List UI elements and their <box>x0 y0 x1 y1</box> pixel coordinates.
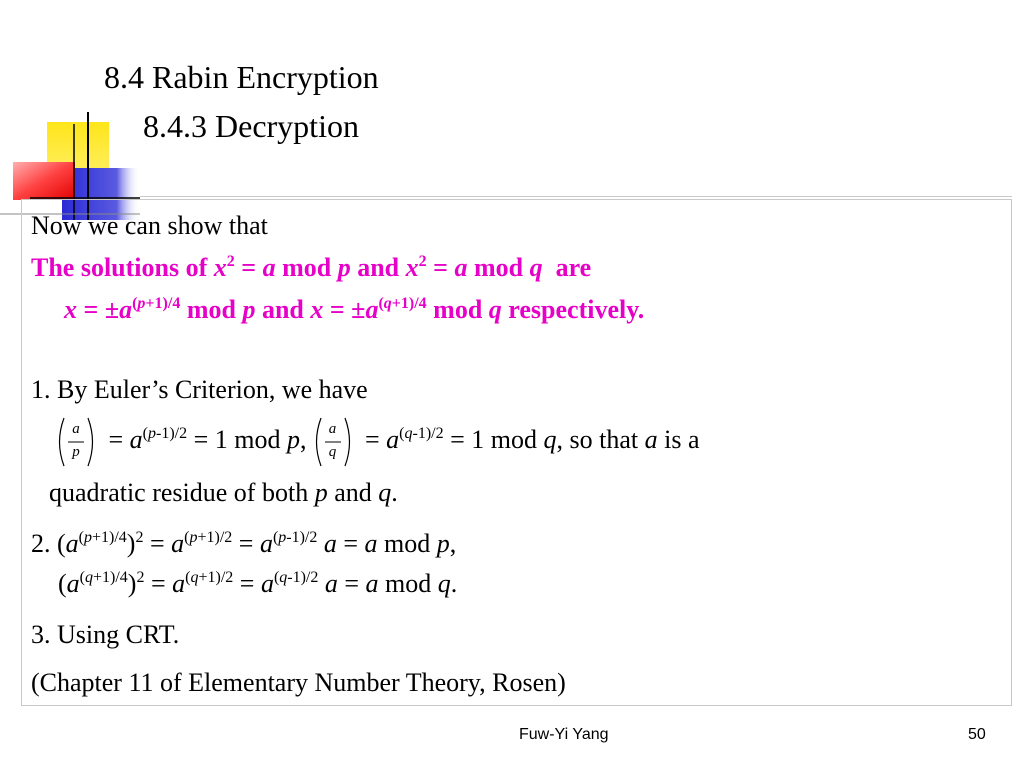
step2-equation-q: $(a^{(q+1)/4})^2 = a^{(q+1)/2} = a^{(q-1)/2}$ a = a mod q. <box>58 569 458 598</box>
header-rule <box>140 196 1012 197</box>
slide-subtitle: 8.4.3 Decryption <box>143 108 359 144</box>
step2-equation-p: 2. $(a^{(p+1)/4})^2 = a^{(p+1)/2} = a^{(p-1)/2}$ a = a mod p, <box>31 529 457 558</box>
footer-page-number: 50 <box>968 726 986 743</box>
euler-criterion-heading: 1. By Euler’s Criterion, we have <box>31 375 368 404</box>
legendre-symbol-a-q: a q <box>311 415 355 469</box>
step3-line: 3. Using CRT. <box>31 620 180 649</box>
quadratic-residue-line: quadratic residue of both p and q. <box>49 478 398 507</box>
intro-line: Now we can show that <box>31 211 268 240</box>
reference-line: (Chapter 11 of Elementary Number Theory, Rosen) <box>31 668 566 697</box>
euler-criterion-equation: a p = $a^{(p-1)/2} = 1$ mod p, a q = $a^{(q-1)/2} = 1$ mod q, so that a is a <box>50 410 700 470</box>
solutions-statement-line1: The solutions of $x^2 = a$ mod p and $x^2 = a$ mod q are <box>31 253 592 282</box>
legendre-symbol-a-p: a p <box>54 415 98 469</box>
slide-title: 8.4 Rabin Encryption <box>104 59 379 95</box>
footer-author: Fuw-Yi Yang <box>519 726 609 743</box>
solutions-statement-line2: $x = \pm a^{(p+1)/4}$ mod p and $x = \pm a^{(q+1)/4}$ mod q respectively. <box>64 295 645 324</box>
